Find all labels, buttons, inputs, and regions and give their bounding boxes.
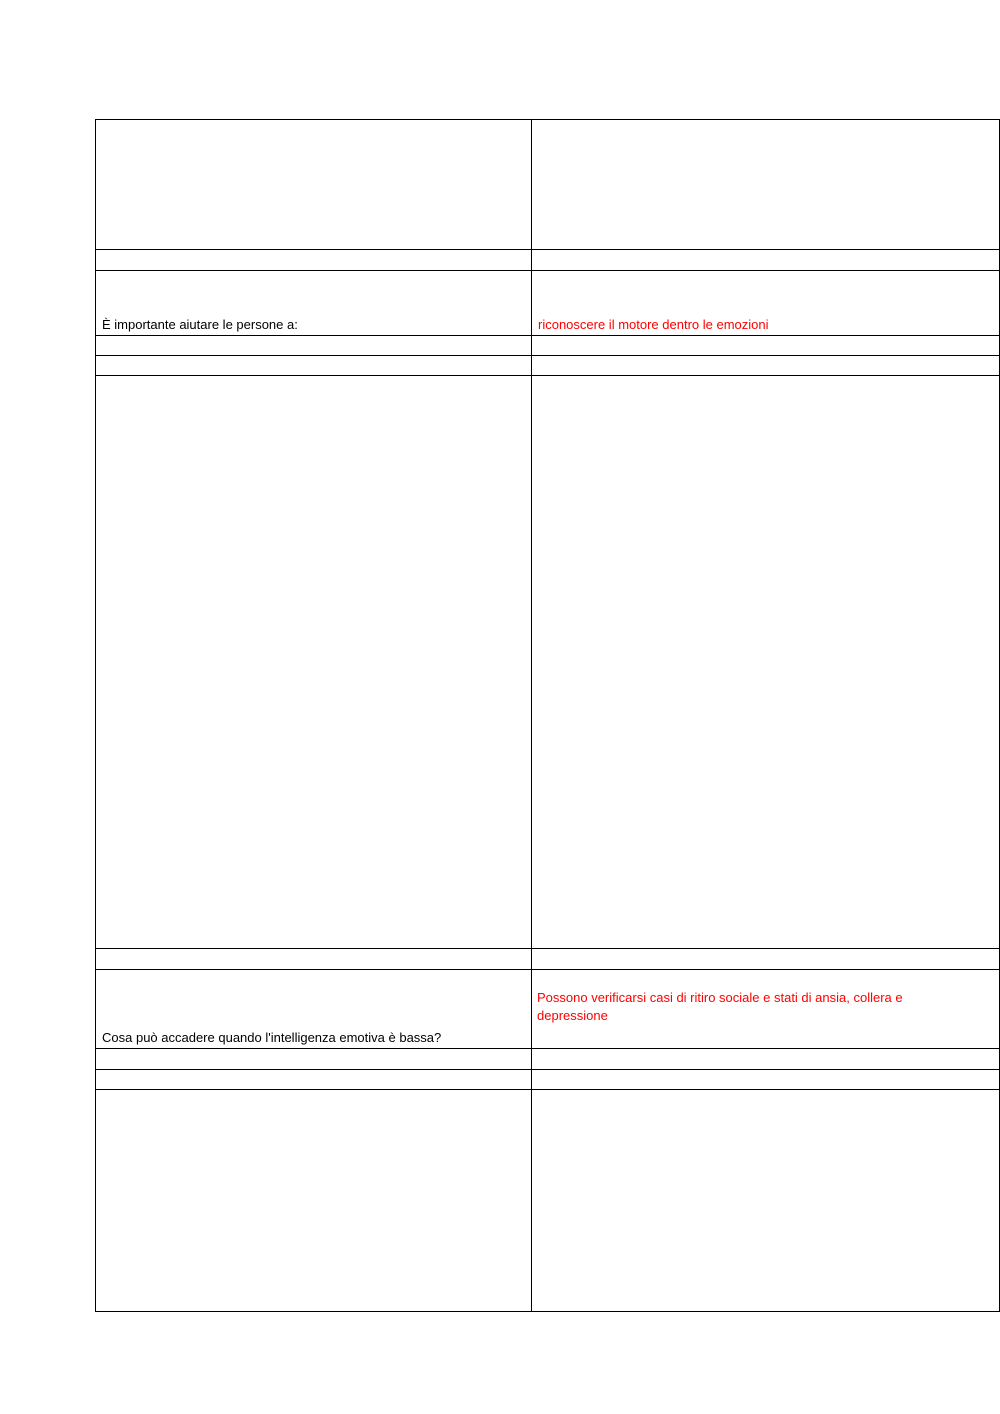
table-row [96, 1049, 1000, 1070]
table-row [96, 1070, 1000, 1090]
table-row [96, 376, 1000, 949]
cell-empty[interactable] [96, 1049, 532, 1070]
cell-empty[interactable] [96, 949, 532, 970]
table-row [96, 120, 1000, 250]
cell-empty[interactable] [532, 376, 1000, 949]
cell-empty[interactable] [96, 250, 532, 271]
cell-empty[interactable] [532, 356, 1000, 376]
cell-empty[interactable] [532, 1070, 1000, 1090]
table-row [96, 336, 1000, 356]
cell-empty[interactable] [96, 1070, 532, 1090]
cell-empty[interactable] [532, 250, 1000, 271]
cell-empty[interactable] [532, 949, 1000, 970]
cell-empty[interactable] [532, 120, 1000, 250]
answer-cell-1[interactable]: riconoscere il motore dentro le emozioni [532, 271, 1000, 336]
table-row [96, 970, 1000, 1049]
cell-empty[interactable] [96, 1090, 532, 1312]
cell-empty[interactable] [532, 336, 1000, 356]
answer-text-2: Possono verificarsi casi di ritiro sociale e stati di ansia, collera e depressione [537, 990, 903, 1023]
table-row [96, 271, 1000, 336]
cell-empty[interactable] [532, 1090, 1000, 1312]
cell-empty[interactable] [96, 336, 532, 356]
cell-empty[interactable] [532, 1049, 1000, 1070]
table-row [96, 1090, 1000, 1312]
answer-cell-2[interactable] [532, 970, 1000, 1049]
question-cell-2[interactable]: Cosa può accadere quando l'intelligenza emotiva è bassa? [96, 970, 532, 1049]
table-row [96, 356, 1000, 376]
question-cell-1[interactable]: È importante aiutare le persone a: [96, 271, 532, 336]
spreadsheet-grid [95, 119, 1000, 1312]
table-row [96, 250, 1000, 271]
cell-empty[interactable] [96, 376, 532, 949]
cell-empty[interactable] [96, 120, 532, 250]
cell-empty[interactable] [96, 356, 532, 376]
table-row [96, 949, 1000, 970]
